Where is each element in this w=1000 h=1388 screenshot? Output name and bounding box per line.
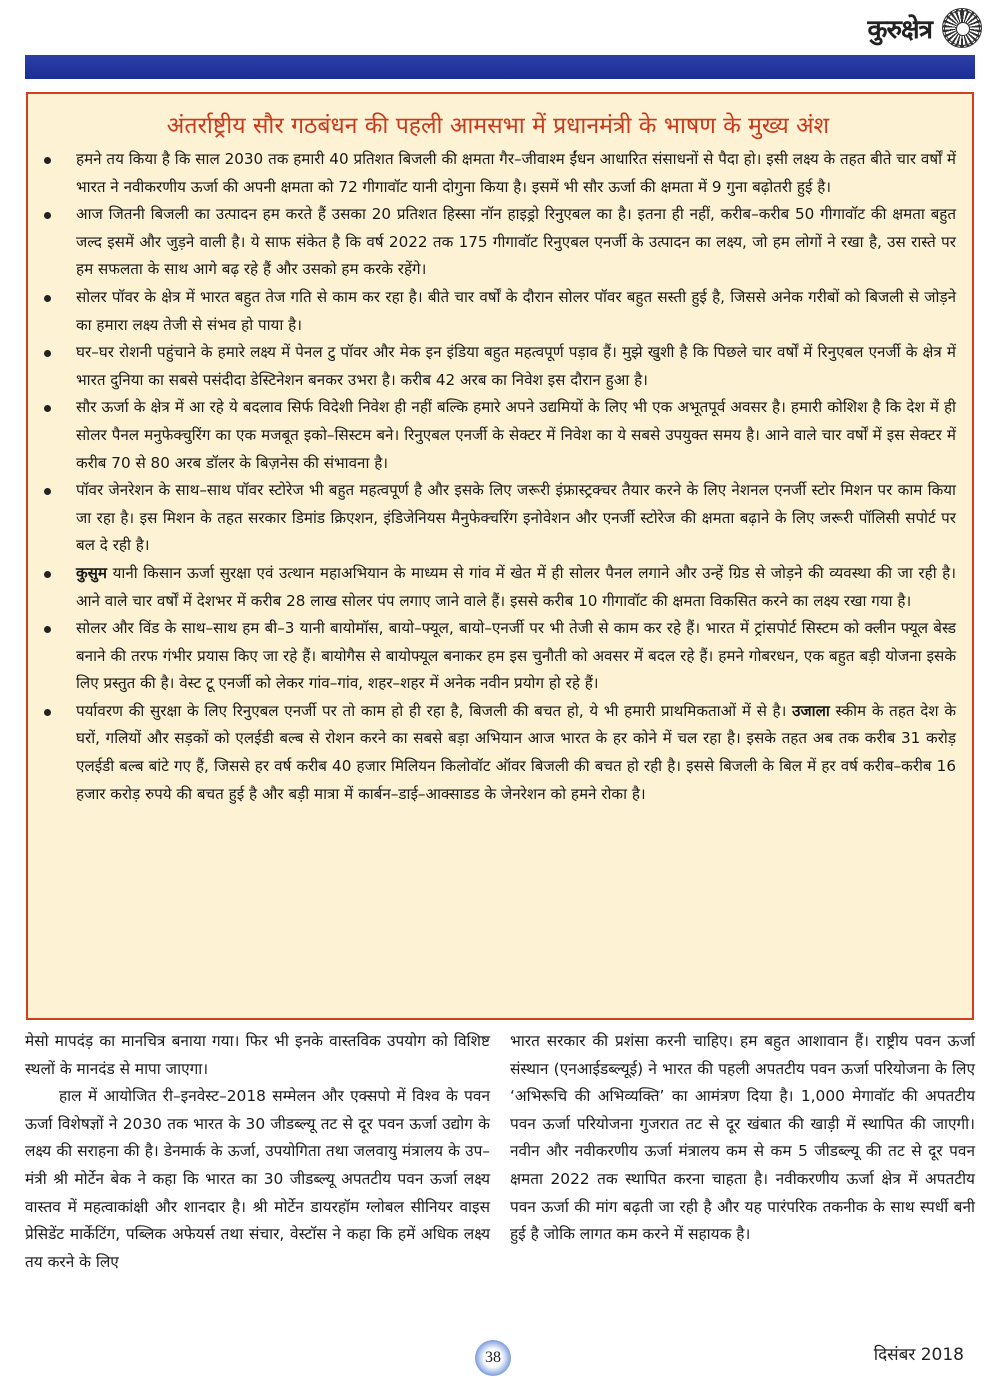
bullet-icon (44, 405, 51, 412)
issue-date: दिसंबर 2018 (873, 1345, 964, 1365)
list-item: कुसुम यानी किसान ऊर्जा सुरक्षा एवं उत्थान महाअभियान के माध्यम से गांव में खेत में ही सोलर पैनल लगाने और उन्हें ग्रिड से जोड़ने की व्यवस्था की जा रही है। आने वाले चार वर्षों में देशभर में करीब 28 लाख सोलर पंप लगाए जाने वाले हैं। इससे करीब 10 गीगावॉट की क्षमता विकसित करने का लक्ष्य रखा गया है। (40, 560, 956, 615)
scheme-name-ujala: उजाला (792, 701, 830, 720)
bullet-icon (44, 212, 51, 219)
box-title: अंतर्राष्ट्रीय सौर गठबंधन की पहली आमसभा में प्रधानमंत्री के भाषण के मुख्य अंश (166, 113, 830, 139)
bullet-icon (44, 488, 51, 495)
bullet-icon (44, 709, 51, 716)
wheel-emblem-icon (942, 8, 982, 48)
bullet-icon (44, 571, 51, 578)
list-item: घर–घर रोशनी पहुंचाने के हमारे लक्ष्य में पेनल टु पॉवर और मेक इन इंडिया बहुत महत्वपूर्ण पड़ाव हैं। मुझे खुशी है कि पिछले चार वर्षों में रिनुएबल एनर्जी के क्षेत्र में भारत दुनिया का सबसे पसंदीदा डेस्टिनेशन बनकर उभरा है। करीब 42 अरब का निवेश इस दौरान हुआ है। (40, 339, 956, 394)
list-item: पॉवर जेनरेशन के साथ–साथ पॉवर स्टोरेज भी बहुत महत्वपूर्ण है और इसके लिए जरूरी इंफ्रास्ट्रक्चर तैयार करने के लिए नेशनल एनर्जी स्टोर मिशन पर काम किया जा रहा है। इस मिशन के तहत सरकार डिमांड क्रिएशन, इंडिजेनियस मैनुफेक्चरिंग इनोवेशन और एनर्जी स्टोरेज की क्षमता बढ़ाने के लिए जरूरी पॉलिसी सपोर्ट पर बल दे रही है। (40, 477, 956, 560)
right-column (510, 1028, 975, 1276)
bullet-icon (44, 157, 51, 164)
magazine-title: कुरुक्षेत्र (867, 15, 932, 45)
list-item: सौर ऊर्जा के क्षेत्र में आ रहे ये बदलाव सिर्फ विदेशी निवेश ही नहीं बल्कि हमारे अपने उद्यमियों के लिए भी एक अभूतपूर्व अवसर है। हमारी कोशिश है कि देश में ही सोलर पैनल मनुफेक्चुरिंग का एक मजबूत इको–सिस्टम बने। रिनुएबल एनर्जी के सेक्टर में निवेश का ये सबसे उपयुक्त समय है। आने वाले चार वर्षों में इस सेक्टर में करीब 70 से 80 अरब डॉलर के बिज़नेस की संभावना है। (40, 394, 956, 477)
list-item: पर्यावरण की सुरक्षा के लिए रिनुएबल एनर्जी पर तो काम हो ही रहा है, बिजली की बचत हो, ये भी हमारी प्राथमिकताओं में से है। उजाला स्कीम के तहत देश के घरों, गलियों और सड़कों को एलईडी बल्ब से रोशन करने का सबसे बड़ा अभियान आज भारत के हर कोने में चल रहा है। इसके तहत अब तक करीब 31 करोड़ एलईडी बल्ब बांटे गए हैं, जिससे हर वर्ष करीब 40 हजार मिलियन किलोवॉट ऑवर बिजली की बचत हो रही है। इससे बिजली के बिल में हर वर्ष करीब–करीब 16 हजार करोड़ रुपये की बचत हुई है और बड़ी मात्रा में कार्बन–डाई–आक्साडड के जेनरेशन को हमने रोका है। (40, 698, 956, 808)
article-columns (25, 1028, 975, 1276)
scheme-name-kusum: कुसुम (76, 563, 108, 582)
header-band (25, 55, 975, 79)
bullet-icon (44, 626, 51, 633)
masthead (867, 8, 982, 48)
page-number: 38 (485, 1349, 501, 1366)
page-number-badge (475, 1340, 511, 1376)
list-item: आज जितनी बिजली का उत्पादन हम करते हैं उसका 20 प्रतिशत हिस्सा नॉन हाइड्रो रिनुएबल का है। इतना ही नहीं, करीब–करीब 50 गीगावॉट की क्षमता बहुत जल्द इसमें और जुड़ने वाली है। ये साफ संकेत है कि वर्ष 2022 तक 175 गीगावॉट रिनुएबल एनर्जी के उत्पादन का लक्ष्य, जो हम लोगों ने रखा है, उस रास्ते पर हम सफलता के साथ आगे बढ़ रहे हैं और उसको हम करके रहेंगे। (40, 201, 956, 284)
list-item: हमने तय किया है कि साल 2030 तक हमारी 40 प्रतिशत बिजली की क्षमता गैर–जीवाश्म ईंधन आधारित संसाधनों से पैदा हो। इसी लक्ष्य के तहत बीते चार वर्षों में भारत ने नवीकरणीय ऊर्जा की अपनी क्षमता को 72 गीगावॉट यानी दोगुना किया है। इसमें भी सौर ऊर्जा की क्षमता में 9 गुना बढ़ोतरी हुई है। (40, 146, 956, 201)
bullet-icon (44, 295, 51, 302)
highlights-list (40, 146, 956, 808)
left-column (25, 1028, 490, 1276)
bullet-icon (44, 350, 51, 357)
paragraph: मेसो मापदंड़ का मानचित्र बनाया गया। फिर भी इनके वास्तविक उपयोग को विशिष्ट स्थलों के मानदंड से मापा जाएगा। (25, 1032, 490, 1078)
paragraph: हाल में आयोजित री–इनवेस्ट–2018 सम्मेलन और एक्सपो में विश्व के पवन ऊर्जा विशेषज्ञों ने 2030 तक भारत के 30 जीडब्ल्यू तट से दूर पवन ऊर्जा उद्योग के लक्ष्य की सराहना की है। डेनमार्क के ऊर्जा, उपयोगिता तथा जलवायु मंत्रालय के उप–मंत्री श्री मोर्टेन बेक ने कहा कि भारत का 30 जीडब्ल्यू अपतटीय पवन ऊर्जा लक्ष्य वास्तव में महत्वाकांक्षी और शानदार है। श्री मोर्टेन डायरहॉम ग्लोबल सीनियर वाइस प्रेसिडेंट मार्केटिंग, पब्लिक अफेयर्स तथा संचार, वेस्टॉस ने कहा कि हमें अधिक लक्ष्य तय करने के लिए (25, 1087, 490, 1271)
list-item: सोलर पॉवर के क्षेत्र में भारत बहुत तेज गति से काम कर रहा है। बीते चार वर्षों के दौरान सोलर पॉवर बहुत सस्ती हुई है, जिससे अनेक गरीबों को बिजली से जोड़ने का हमारा लक्ष्य तेजी से संभव हो पाया है। (40, 284, 956, 339)
list-item: सोलर और विंड के साथ–साथ हम बी–3 यानी बायोमॉस, बायो–फ्यूल, बायो–एनर्जी पर भी तेजी से काम कर रहे हैं। भारत में ट्रांसपोर्ट सिस्टम को क्लीन फ्यूल बेस्ड बनाने की तरफ गंभीर प्रयास किए जा रहे हैं। बायोगैस से बायोफ्यूल बनाकर हम इस चुनौती को अवसर में बदल रहे हैं। हमने गोबरधन, एक बहुत बड़ी योजना इसके लिए प्रस्तुत की है। वेस्ट टू एनर्जी को लेकर गांव–गांव, शहर–शहर में अनेक नवीन प्रयोग हो रहे हैं। (40, 615, 956, 698)
highlights-box (26, 92, 974, 1020)
paragraph: भारत सरकार की प्रशंसा करनी चाहिए। हम बहुत आशावान हैं। राष्ट्रीय पवन ऊर्जा संस्थान (एनआईडब्ल्यूई) ने भारत की पहली अपतटीय पवन ऊर्जा परियोजना के लिए ‘अभिरूचि की अभिव्यक्ति’ का आमंत्रण दिया है। 1,000 मेगावॉट की अपतटीय पवन ऊर्जा परियोजना गुजरात तट से दूर खंबात की खाड़ी में स्थापित की जाएगी। नवीन और नवीकरणीय ऊर्जा मंत्रालय कम से कम 5 जीडब्ल्यू की तट से दूर पवन क्षमता 2022 तक स्थापित करना चाहता है। नवीकरणीय ऊर्जा क्षेत्र में अपतटीय पवन ऊर्जा की मांग बढ़ती जा रही है और यह पारंपरिक तकनीक के साथ स्पर्धी बनी हुई है जोकि लागत कम करने में सहायक है। (510, 1032, 975, 1244)
